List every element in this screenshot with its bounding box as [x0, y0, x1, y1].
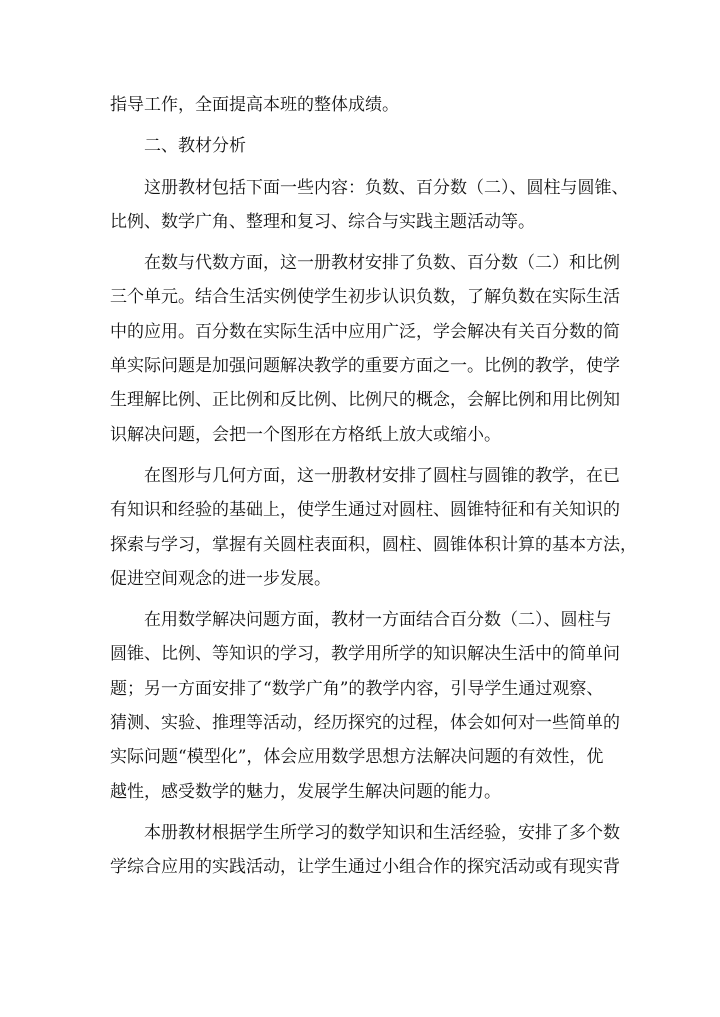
- section-heading: 二、教材分析: [144, 136, 246, 157]
- text-line: 指导工作，全面提高本班的整体成绩。: [110, 95, 399, 115]
- text-line: 题；另一方面安排了“数学广角”的教学内容，引导学生通过观察、: [110, 678, 604, 699]
- text-body: [110, 88, 637, 885]
- text-line: 单实际问题是加强问题解决教学的重要方面之一。比例的教学，使学: [110, 356, 620, 377]
- text-line: 比例、数学广角、整理和复习、综合与实践主题活动等。: [110, 211, 535, 232]
- paragraph-start: 在数与代数方面，这一册教材安排了负数、百分数（二）和比例: [144, 253, 620, 274]
- text-line: 猜测、实验、推理等活动，经历探究的过程，体会如何对一些简单的: [110, 713, 620, 734]
- text-line: 有知识和经验的基础上，使学生通过对圆柱、圆锥特征和有关知识的: [110, 500, 620, 521]
- text-line: 学综合应用的实践活动，让学生通过小组合作的探究活动或有现实背: [110, 857, 620, 878]
- text-line: 三个单元。结合生活实例使学生初步认识负数，了解负数在实际生活: [110, 287, 620, 308]
- paragraph-start: 本册教材根据学生所学习的数学知识和生活经验，安排了多个数: [144, 822, 620, 843]
- text-line: 实际问题“模型化”，体会应用数学思想方法解决问题的有效性，优: [110, 747, 604, 768]
- text-line: 越性，感受数学的魅力，发展学生解决问题的能力。: [110, 781, 501, 802]
- paragraph-start: 这册教材包括下面一些内容：负数、百分数（二）、圆柱与圆锥、: [144, 177, 629, 198]
- text-line: 促进空间观念的进一步发展。: [110, 568, 331, 589]
- text-line: 中的应用。百分数在实际生活中应用广泛，学会解决有关百分数的简: [110, 321, 620, 342]
- text-line: 探索与学习，掌握有关圆柱表面积，圆柱、圆锥体积计算的基本方法，: [110, 534, 637, 555]
- paragraph-start: 在图形与几何方面，这一册教材安排了圆柱与圆锥的教学，在已: [144, 465, 620, 486]
- text-line: 圆锥、比例、等知识的学习，教学用所学的知识解决生活中的简单问: [110, 644, 620, 665]
- paragraph-start: 在用数学解决问题方面，教材一方面结合百分数（二）、圆柱与: [144, 610, 612, 631]
- text-line: 识解决问题，会把一个图形在方格纸上放大或缩小。: [110, 424, 501, 445]
- text-line: 生理解比例、正比例和反比例、比例尺的概念，会解比例和用比例知: [110, 390, 620, 411]
